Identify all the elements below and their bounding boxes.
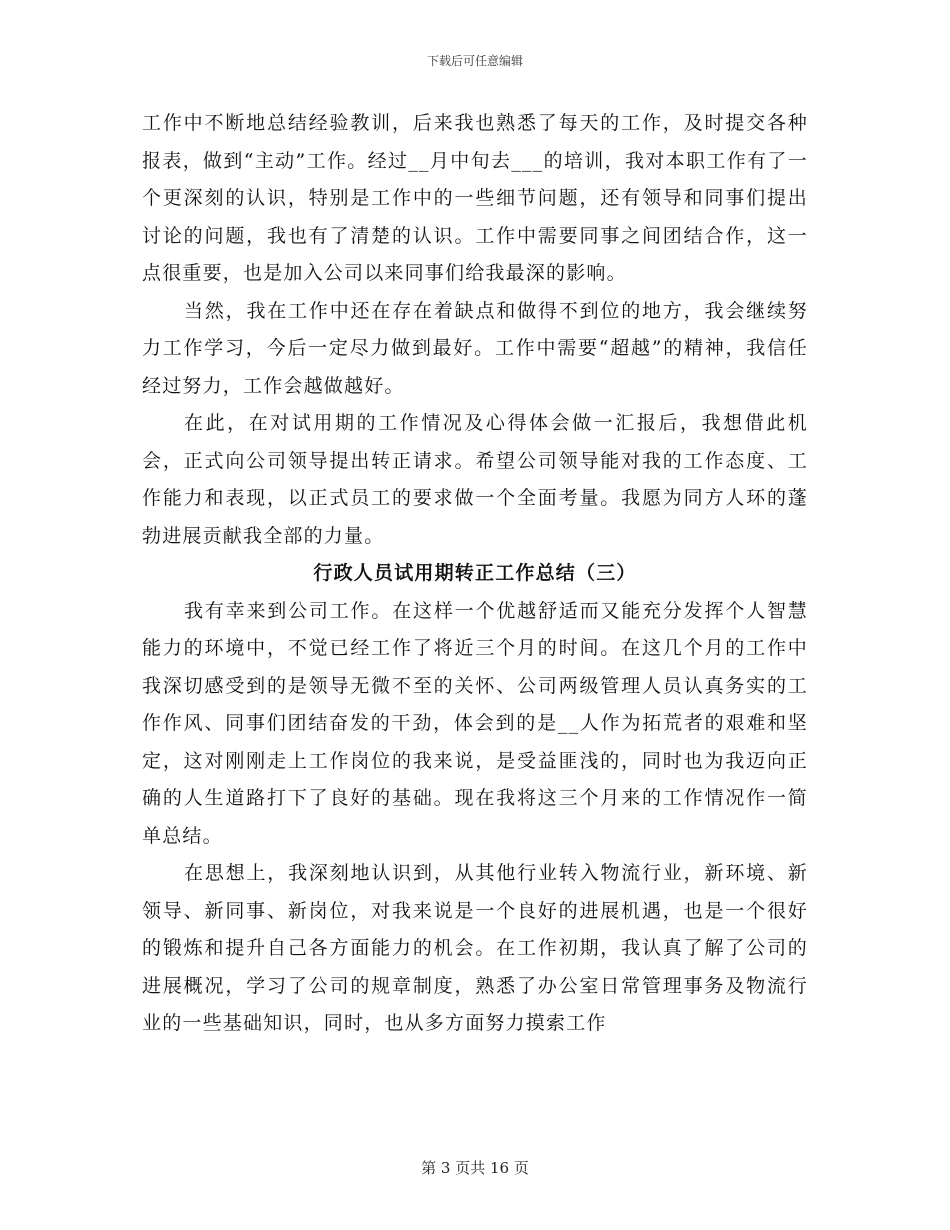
paragraph: 当然，我在工作中还在存在着缺点和做得不到位的地方，我会继续努力工作学习，今后一定尽力做到最好。工作中需要“超越”的精神，我信任经过努力，工作会越做越好。 bbox=[142, 299, 808, 397]
paragraph-continuation: 工作中不断地总结经验教训，后来我也熟悉了每天的工作，及时提交各种报表，做到“主动”工作。经过__月中旬去___的培训，我对本职工作有了一个更深刻的认识，特别是工作中的一些细节问题，还有领导和同事们提出讨论的问题，我也有了清楚的认识。工作中需要同事之间团结合作，这一点很重要，也是加入公司以来同事们给我最深的影响。 bbox=[142, 112, 808, 284]
paragraph: 在此，在对试用期的工作情况及心得体会做一汇报后，我想借此机会，正式向公司领导提出转正请求。希望公司领导能对我的工作态度、工作能力和表现，以正式员工的要求做一个全面考量。我愿为同方人环的蓬勃进展贡献我全部的力量。 bbox=[142, 412, 808, 547]
document-body bbox=[142, 105, 808, 1043]
page-header: 下载后可任意编辑 bbox=[426, 54, 523, 68]
page-number: 第 3 页共 16 页 bbox=[421, 1159, 529, 1177]
section-title: 行政人员试用期转正工作总结（三） bbox=[313, 562, 637, 584]
paragraph: 我有幸来到公司工作。在这样一个优越舒适而又能充分发挥个人智慧能力的环境中，不觉已经工作了将近三个月的时间。在这几个月的工作中我深切感受到的是领导无微不至的关怀、公司两级管理人员认真务实的工作作风、同事们团结奋发的干劲，体会到的是__人作为拓荒者的艰难和坚定，这对刚刚走上工作岗位的我来说，是受益匪浅的，同时也为我迈向正确的人生道路打下了良好的基础。现在我将这三个月来的工作情况作一简单总结。 bbox=[142, 599, 808, 847]
paragraph: 在思想上，我深刻地认识到，从其他行业转入物流行业，新环境、新领导、新同事、新岗位，对我来说是一个良好的进展机遇，也是一个很好的锻炼和提升自己各方面能力的机会。在工作初期，我认真了解了公司的进展概况，学习了公司的规章制度，熟悉了办公室日常管理事务及物流行业的一些基础知识，同时，也从多方面努力摸索工作 bbox=[142, 862, 808, 1034]
